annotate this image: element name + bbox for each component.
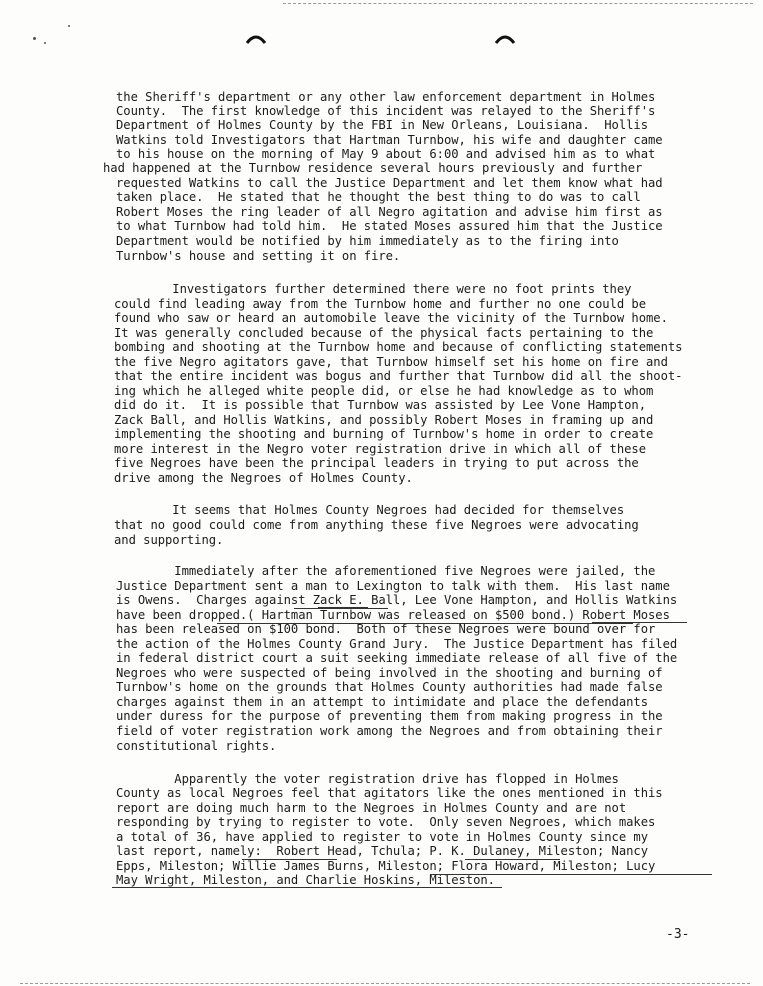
text-line: in federal district court a suit seeking immediate release of all five of the — [116, 651, 678, 665]
text-line: to what Turnbow had told him. He stated Moses assured him that the Justice — [116, 219, 663, 233]
pen-underline-mark — [112, 887, 502, 888]
text-line: Justice Department sent a man to Lexington to talk with them. His last name — [116, 579, 670, 593]
text-line: Zack Ball, and Hollis Watkins, and possibly Robert Moses in framing up and — [114, 413, 654, 427]
text-line: Immediately after the aforementioned five Negroes were jailed, the — [116, 564, 656, 578]
text-line: May Wright, Mileston, and Charlie Hoskins, Mileston. — [116, 873, 495, 887]
text-line: It seems that Holmes County Negroes had decided for themselves — [114, 503, 625, 517]
text-line: Robert Moses the ring leader of all Negro agitation and advise him first as — [116, 205, 663, 219]
text-line: and supporting. — [114, 533, 224, 547]
text-line: implementing the shooting and burning of Turnbow's home in order to create — [114, 427, 654, 441]
scan-speck — [68, 25, 70, 27]
text-line: Apparently the voter registration drive has flopped in Holmes — [116, 772, 619, 786]
text-line: that no good could come from anything these five Negroes were advocating — [114, 518, 639, 532]
text-line: Investigators further determined there were no foot prints they — [114, 282, 632, 296]
text-line: found who saw or heard an automobile leave the vicinity of the Turnbow home. — [114, 311, 668, 325]
text-line: requested Watkins to call the Justice Department and let them know what had — [116, 176, 663, 190]
text-line: more interest in the Negro voter registration drive in which all of these — [114, 442, 646, 456]
pen-underline-mark — [242, 859, 337, 860]
page-number: -3- — [666, 927, 690, 942]
text-line: County. The first knowledge of this incident was relayed to the Sheriff's — [116, 104, 656, 118]
text-line: ing which he alleged white people did, or else he had knowledge as to whom — [114, 384, 654, 398]
text-line: a total of 36, have applied to register to vote in Holmes County since my — [116, 830, 648, 844]
text-line: under duress for the purpose of preventing them from making progress in the — [116, 709, 663, 723]
text-line: to his house on the morning of May 9 about 6:00 and advised him as to what — [116, 147, 656, 161]
text-line: Turnbow's house and setting it on fire. — [116, 249, 401, 263]
text-line: had happened at the Turnbow residence several hours previously and further — [103, 161, 643, 175]
punch-mark-right-icon — [494, 33, 516, 45]
text-line: Epps, Mileston; Willie James Burns, Mileston; Flora Howard, Mileston; Lucy — [116, 859, 656, 873]
text-line: field of voter registration work among the Negroes and from obtaining their — [116, 724, 663, 738]
text-line: Negroes who were suspected of being involved in the shooting and burning of — [116, 666, 663, 680]
text-line: constitutional rights. — [116, 739, 277, 753]
text-line: charges against them in an attempt to intimidate and place the defendants — [116, 695, 648, 709]
text-line: Watkins told Investigators that Hartman Turnbow, his wife and daughter came — [116, 133, 663, 147]
text-line: the action of the Holmes County Grand Jury. The Justice Department has filed — [116, 637, 678, 651]
text-line: responding by trying to register to vote. Only seven Negroes, which makes — [116, 815, 656, 829]
text-line: drive among the Negroes of Holmes County. — [114, 471, 413, 485]
text-line: report are doing much harm to the Negroes in Holmes County and are not — [116, 801, 627, 815]
text-line: Department would be notified by him immediately as to the firing into — [116, 234, 619, 248]
pen-underline-mark — [465, 859, 560, 860]
pen-underline-mark — [592, 622, 687, 623]
bottom-edge-rule — [20, 983, 750, 984]
pen-underline-mark — [294, 608, 388, 609]
top-edge-rule — [283, 3, 753, 4]
text-line: Department of Holmes County by the FBI in New Orleans, Louisiana. Hollis — [116, 118, 648, 132]
pen-underline-mark — [430, 874, 712, 875]
text-line: is Owens. Charges against Zack E. Ball, Lee Vone Hampton, and Hollis Watkins — [116, 593, 678, 607]
text-line: did do it. It is possible that Turnbow was assisted by Lee Vone Hampton, — [114, 398, 646, 412]
text-line: last report, namely: Robert Head, Tchula; P. K. Dulaney, Mileston; Nancy — [116, 844, 648, 858]
text-line: has been released on $100 bond. Both of these Negroes were bound over for — [116, 622, 656, 636]
scan-speck — [44, 42, 46, 44]
pen-underline-mark — [217, 623, 633, 624]
text-line: bombing and shooting at the Turnbow home and because of conflicting statements — [114, 340, 683, 354]
punch-mark-left-icon — [245, 33, 267, 45]
pen-underline-mark — [318, 607, 368, 608]
scan-speck — [33, 37, 36, 40]
text-line: Turnbow's home on the grounds that Holmes County authorities had made false — [116, 680, 663, 694]
text-line: It was generally concluded because of the physical facts pertaining to the — [114, 326, 654, 340]
text-line: could find leading away from the Turnbow home and further no one could be — [114, 297, 646, 311]
text-line: taken place. He stated that he thought the best thing to do was to call — [116, 190, 641, 204]
text-line: have been dropped.( Hartman Turnbow was released on $500 bond.) Robert Moses — [116, 608, 670, 622]
text-line: that the entire incident was bogus and further that Turnbow did all the shoot- — [114, 369, 683, 383]
text-line: County as local Negroes feel that agitators like the ones mentioned in this — [116, 786, 663, 800]
text-line: the Sheriff's department or any other law enforcement department in Holmes — [116, 90, 656, 104]
text-line: five Negroes have been the principal leaders in trying to put across the — [114, 456, 639, 470]
text-line: the five Negro agitators gave, that Turnbow himself set his home on fire and — [114, 355, 668, 369]
